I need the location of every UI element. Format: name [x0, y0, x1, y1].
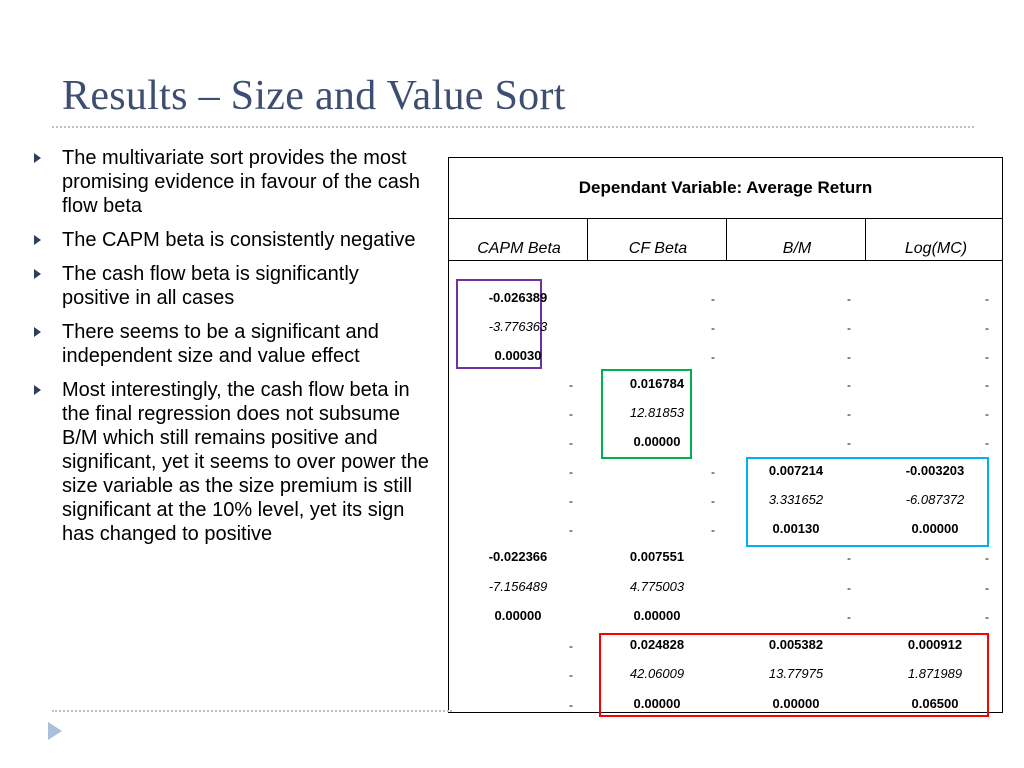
bullet-text: The CAPM beta is consistently negative [62, 229, 416, 251]
table-cell: 13.77975 [768, 666, 824, 681]
table-cell-empty: - [569, 494, 573, 508]
table-cell: 0.00000 [633, 608, 681, 623]
bullet-arrow-icon [34, 327, 41, 337]
table-cell-empty: - [847, 436, 851, 450]
table-cell-empty: - [711, 321, 715, 335]
table-cell-empty: - [985, 610, 989, 624]
table-cell-empty: - [569, 668, 573, 682]
table-cell: 0.007551 [629, 549, 685, 564]
table-cell: 0.024828 [629, 637, 685, 652]
table-cell: 0.00000 [772, 696, 820, 711]
table-cell-empty: - [847, 581, 851, 595]
bullet-item [30, 146, 430, 218]
table-cell-empty: - [847, 350, 851, 364]
table-cell: 42.06009 [629, 666, 685, 681]
table-cell-empty: - [985, 350, 989, 364]
table-cell: -0.003203 [905, 463, 965, 478]
table-cell-empty: - [569, 465, 573, 479]
table-header: Dependant Variable: Average Return [449, 158, 1002, 219]
bullet-arrow-icon [34, 235, 41, 245]
next-slide-arrow-icon[interactable] [48, 722, 62, 740]
table-cell: 0.007214 [768, 463, 824, 478]
table-cell: 0.000912 [907, 637, 963, 652]
table-cell-empty: - [985, 551, 989, 565]
table-cell-empty: - [847, 610, 851, 624]
table-cell-empty: - [985, 321, 989, 335]
bullet-item [30, 378, 430, 546]
column-header-bm: B/M [782, 240, 812, 257]
results-table [448, 157, 1003, 713]
table-cell-empty: - [569, 698, 573, 712]
title-divider [52, 126, 974, 128]
table-cell: 0.00000 [911, 521, 959, 536]
table-cell: 0.005382 [768, 637, 824, 652]
table-cell-empty: - [847, 378, 851, 392]
table-cell-empty: - [569, 523, 573, 537]
table-cell: 0.00000 [633, 696, 681, 711]
table-cell-empty: - [985, 378, 989, 392]
table-cell-empty: - [985, 581, 989, 595]
bullet-arrow-icon [34, 269, 41, 279]
bullet-arrow-icon [34, 385, 41, 395]
table-cell: 12.81853 [629, 405, 685, 420]
bullet-item [30, 320, 430, 368]
column-header-divider [449, 260, 1002, 261]
bullet-text: The multivariate sort provides the most promising evidence in favour of the cash flow beta [62, 147, 420, 217]
footer-divider [52, 710, 452, 712]
table-cell-empty: - [847, 407, 851, 421]
table-cell-empty: - [711, 494, 715, 508]
table-cell-empty: - [569, 436, 573, 450]
table-cell: 0.00000 [633, 434, 681, 449]
table-cell: -0.026389 [488, 290, 548, 305]
table-cell: -7.156489 [488, 579, 548, 594]
bullet-arrow-icon [34, 153, 41, 163]
table-cell-empty: - [847, 321, 851, 335]
bullet-list [30, 146, 430, 556]
table-cell: 0.00130 [772, 521, 820, 536]
bullet-text: The cash flow beta is significantly positive in all cases [62, 263, 359, 309]
column-header-log-mc: Log(MC) [904, 240, 968, 257]
column-header-capm-beta: CAPM Beta [477, 240, 561, 257]
table-cell-empty: - [985, 292, 989, 306]
table-cell: -0.022366 [488, 549, 548, 564]
table-cell: -3.776363 [488, 319, 548, 334]
table-cell: 0.06500 [911, 696, 959, 711]
table-cell-empty: - [847, 292, 851, 306]
table-cell: 0.016784 [629, 376, 685, 391]
table-cell-empty: - [711, 292, 715, 306]
table-cell-empty: - [711, 465, 715, 479]
table-cell: 3.331652 [768, 492, 824, 507]
slide-title: Results – Size and Value Sort [62, 73, 566, 119]
table-cell: 1.871989 [907, 666, 963, 681]
table-cell-empty: - [711, 350, 715, 364]
table-cell-empty: - [569, 378, 573, 392]
table-cell: 0.00000 [494, 608, 542, 623]
column-header-cf-beta: CF Beta [628, 240, 688, 257]
bullet-item [30, 262, 430, 310]
bullet-text: There seems to be a significant and independent size and value effect [62, 321, 379, 367]
bullet-item [30, 228, 430, 252]
table-cell: 4.775003 [629, 579, 685, 594]
table-cell-empty: - [847, 551, 851, 565]
bullet-text: Most interestingly, the cash flow beta in the final regression does not subsume B/M which still remains positive and significant, yet it seems to over power the size variable as the size premium is still significant at the 10% level, yet its sign has changed to positive [62, 379, 429, 545]
table-cell-empty: - [711, 523, 715, 537]
table-cell-empty: - [985, 407, 989, 421]
table-cell-empty: - [569, 407, 573, 421]
table-cell: 0.00030 [494, 348, 542, 363]
table-cell: -6.087372 [905, 492, 965, 507]
table-cell-empty: - [569, 639, 573, 653]
table-cell-empty: - [985, 436, 989, 450]
